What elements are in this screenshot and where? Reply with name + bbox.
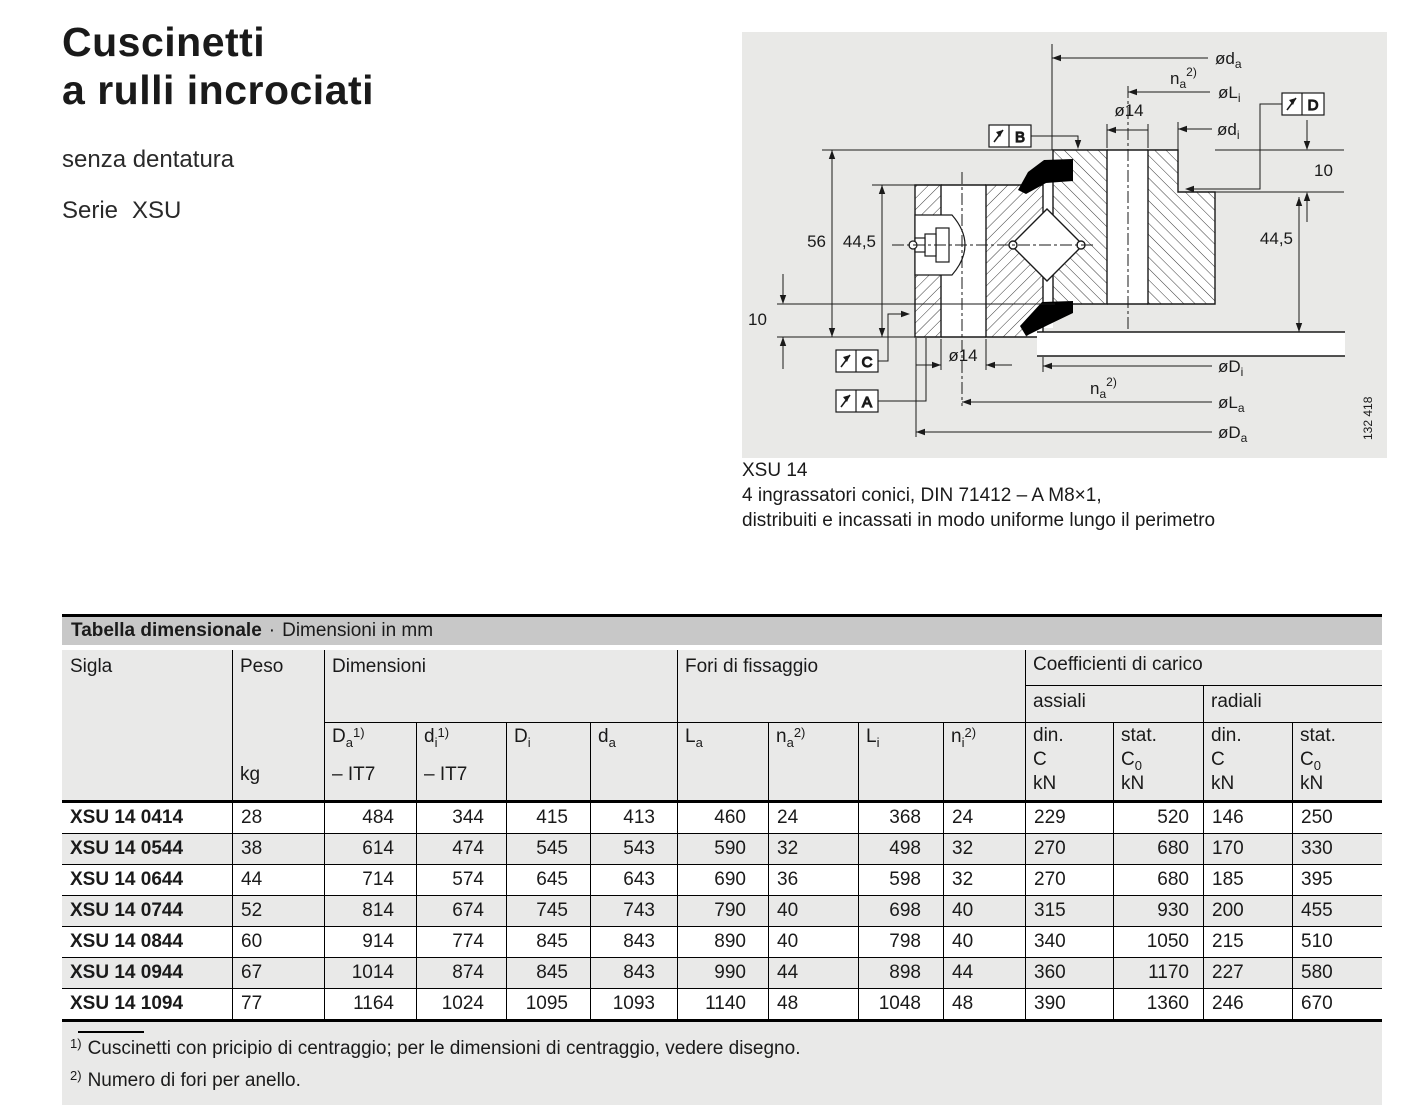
header-grid-line: [943, 722, 944, 800]
group-header-fori: Fori di fissaggio: [685, 656, 819, 677]
col-header-assiali-stat: stat. $C_0$ kN: [1121, 725, 1157, 794]
table-row: XSU 14 0644 44 714 574 645 643 690 36 598 32 270 680 185 395: [62, 865, 1382, 896]
col-header-sigla: Sigla: [70, 656, 113, 677]
group-header-coefficienti: Coefficienti di carico: [1033, 654, 1203, 675]
header-grid-line: [416, 722, 417, 800]
col-header-Di: $D_i$: [514, 726, 531, 750]
footnote-1: $^{1)}$ Cuscinetti con pricipio di centraggio; per le dimensioni di centraggio, vedere disegno.: [70, 1036, 801, 1059]
table-row: XSU 14 0544 38 614 474 545 543 590 32 498 32 270 680 170 330: [62, 834, 1382, 865]
label-445-left: 44,5: [842, 232, 876, 251]
label-oDi: $øD_i$: [1218, 357, 1244, 379]
table-title-bar: [62, 617, 1382, 645]
figure-caption: [742, 458, 1215, 533]
table-title-units: Dimensioni in mm: [282, 620, 434, 641]
col-header-da: $d_a$: [598, 726, 616, 750]
label-oLi: $øL_i$: [1218, 83, 1241, 105]
series-value: XSU: [132, 197, 182, 224]
col-header-peso: Peso: [240, 656, 284, 677]
label-oda: $ød_a$: [1215, 49, 1242, 71]
table-row: XSU 14 0944 67 1014 874 845 843 990 44 898 44 360 1170 227 580: [62, 958, 1382, 989]
table-title-separator: ·: [268, 620, 276, 641]
header-grid-line: [324, 650, 325, 800]
table-row: XSU 14 1094 77 1164 1024 1095 1093 1140 48 1048 48 390 1360 246 670: [62, 989, 1382, 1020]
dimensional-table: [62, 614, 1382, 1105]
header-grid-line: [506, 722, 507, 800]
cell-sigla: XSU 14 0944: [70, 962, 184, 983]
col-header-Da-tol: – IT7: [332, 764, 376, 785]
header-grid-line: [590, 722, 591, 800]
footnote-overline: [78, 1031, 144, 1033]
header-grid-line: [1025, 650, 1026, 800]
col-header-La: $L_a$: [685, 726, 703, 750]
table-row: XSU 14 0844 60 914 774 845 843 890 40 798 40 340 1050 215 510: [62, 927, 1382, 958]
bearing-cross-section: [915, 150, 1345, 356]
label-o14-bottom: ø14: [948, 346, 978, 365]
col-header-radiali-din: din. C kN: [1211, 725, 1242, 794]
bearing-section-drawing: [742, 32, 1387, 458]
page-title-line2: a rulli incrociati: [62, 67, 375, 113]
table-title: Tabella dimensionale: [71, 620, 262, 641]
page-title-line1: Cuscinetti: [62, 19, 266, 65]
table-footnotes: [62, 1022, 1382, 1105]
cell-sigla: XSU 14 0544: [70, 838, 184, 859]
cell-sigla: XSU 14 0414: [70, 807, 184, 828]
series-word: Serie: [62, 197, 119, 224]
label-o14-top: ø14: [1114, 101, 1144, 120]
col-header-Da: $D_a^{1)}$: [332, 725, 365, 750]
col-header-na: $n_a^{2)}$: [776, 725, 806, 750]
figure-caption-line1: XSU 14: [742, 460, 808, 481]
cell-sigla: XSU 14 0644: [70, 869, 184, 890]
label-445-right: 44,5: [1259, 229, 1293, 248]
cell-sigla: XSU 14 1094: [70, 993, 184, 1014]
label-na-bottom: $n_a^{2)}$: [1090, 375, 1117, 401]
col-header-di-tol: – IT7: [424, 764, 468, 785]
group-header-radiali: radiali: [1211, 691, 1262, 712]
header-grid-line: [1292, 722, 1293, 800]
header-grid-line: [232, 650, 233, 800]
col-header-di: $d_i^{1)}$: [424, 725, 450, 750]
group-header-assiali: assiali: [1033, 691, 1086, 712]
page-subtitle: senza dentatura: [62, 146, 235, 173]
series-label: [62, 197, 181, 225]
flag-c: [836, 350, 878, 372]
col-header-kg: kg: [240, 764, 261, 785]
label-na-top: $n_a^{2)}$: [1170, 65, 1197, 91]
technical-drawing-panel: [742, 32, 1387, 458]
header-grid-line: [1025, 685, 1382, 686]
label-10-right: 10: [1314, 161, 1333, 180]
header-grid-line: [768, 722, 769, 800]
table-row: XSU 14 0414 28 484 344 415 413 460 24 368 24 229 520 146 250: [62, 803, 1382, 834]
col-header-Li: $L_i$: [866, 726, 880, 750]
table-header: [62, 650, 1382, 800]
cell-sigla: XSU 14 0844: [70, 931, 184, 952]
cell-sigla: XSU 14 0744: [70, 900, 184, 921]
header-grid-line: [1203, 685, 1204, 800]
flag-a: [836, 390, 878, 412]
col-header-radiali-stat: stat. $C_0$ kN: [1300, 725, 1336, 794]
label-odi: $ød_i$: [1217, 120, 1240, 142]
svg-text:D: D: [1307, 97, 1319, 114]
label-56: 56: [807, 232, 826, 251]
footnote-2: $^{2)}$ Numero di fori per anello.: [70, 1068, 301, 1091]
svg-text:C: C: [861, 354, 873, 371]
figure-caption-line2: 4 ingrassatori conici, DIN 71412 – A M8×1,: [742, 485, 1102, 506]
header-grid-line: [858, 722, 859, 800]
label-oDa: $øD_a$: [1218, 423, 1248, 445]
col-header-ni: $n_i^{2)}$: [951, 725, 977, 750]
header-grid-line: [1113, 722, 1114, 800]
svg-text:A: A: [861, 394, 873, 411]
group-header-dimensioni: Dimensioni: [332, 656, 426, 677]
label-10-left: 10: [748, 310, 767, 329]
table-row: XSU 14 0744 52 814 674 745 743 790 40 698 40 315 930 200 455: [62, 896, 1382, 927]
flag-b: [989, 125, 1031, 147]
header-grid-line: [677, 650, 678, 800]
page-title: [62, 18, 374, 114]
label-oLa: $øL_a$: [1218, 393, 1245, 415]
header-grid-line: [324, 722, 1382, 723]
figure-number: 132 418: [1361, 396, 1375, 440]
svg-text:B: B: [1014, 129, 1026, 146]
col-header-assiali-din: din. C kN: [1033, 725, 1064, 794]
flag-d: [1282, 93, 1324, 115]
figure-caption-line3: distribuiti e incassati in modo uniforme lungo il perimetro: [742, 510, 1216, 531]
